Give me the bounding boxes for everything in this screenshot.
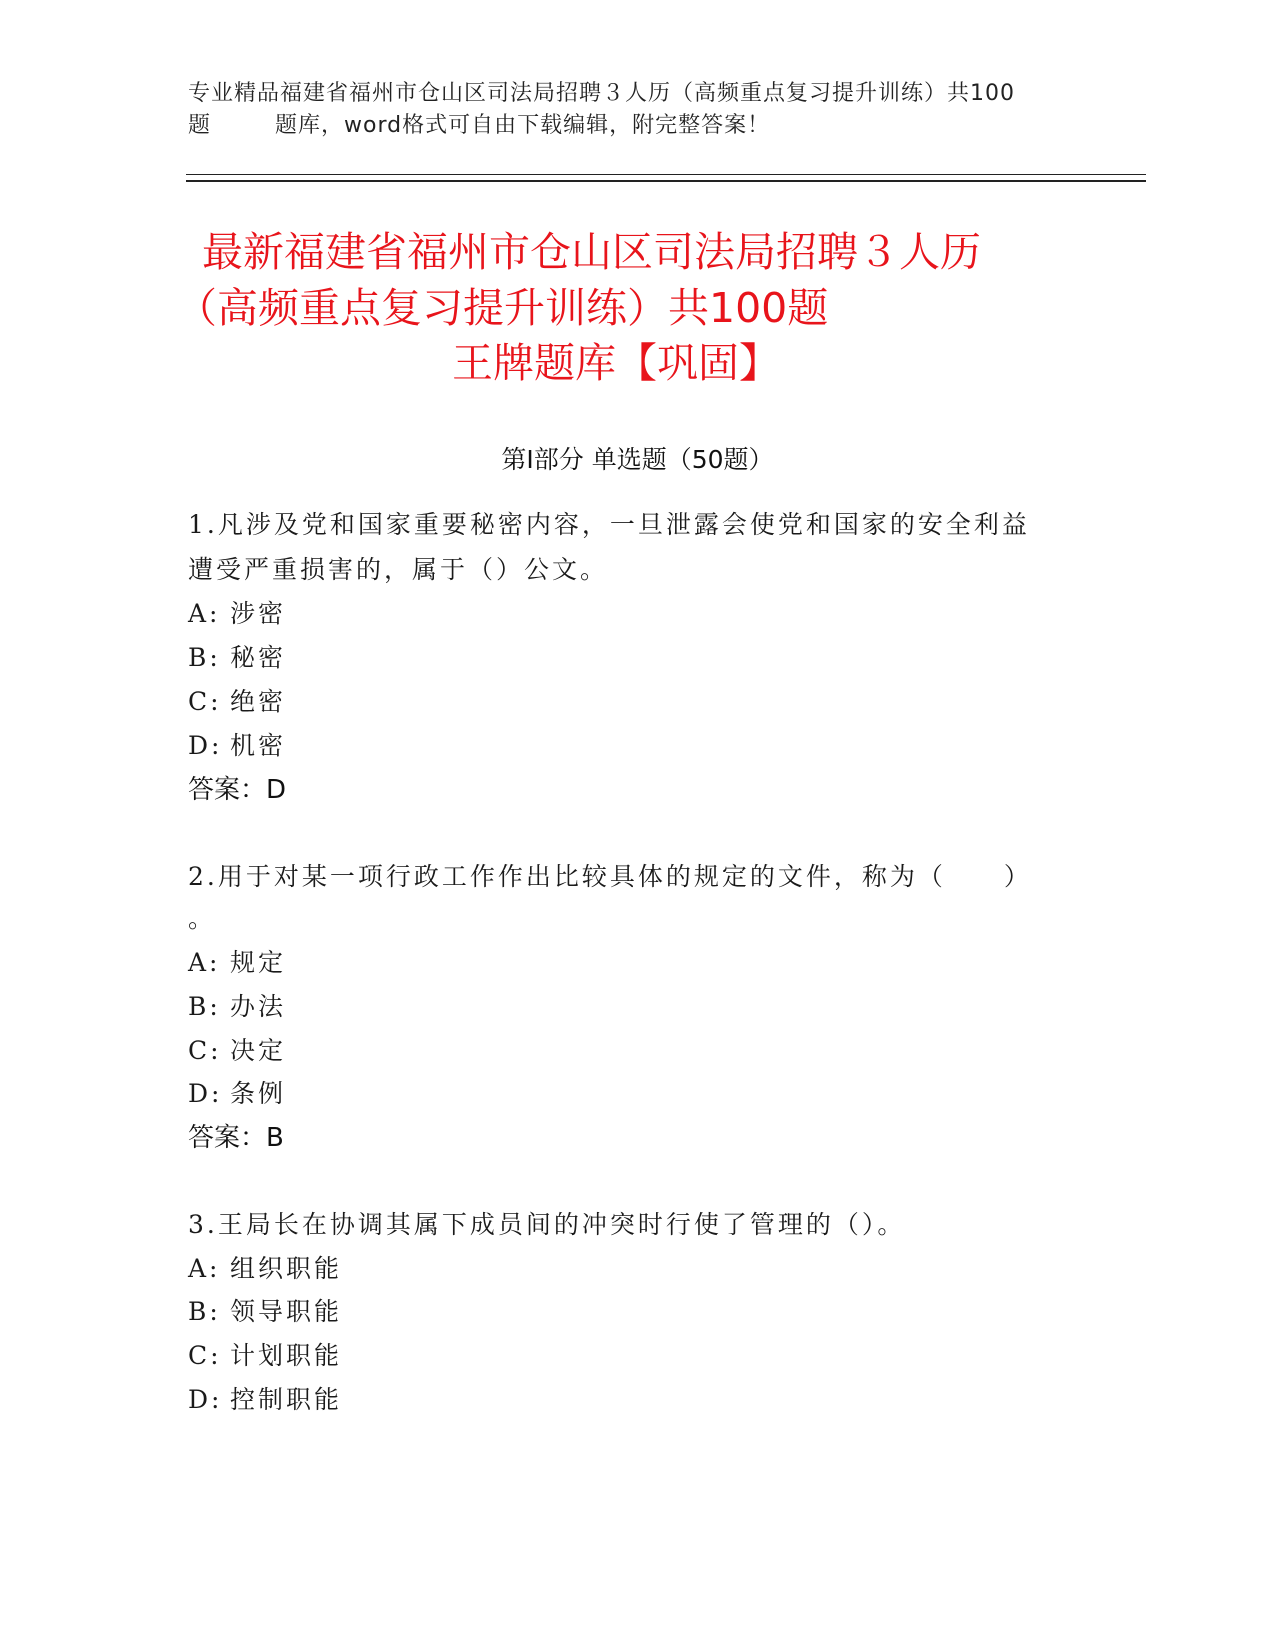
option-text: 绝密 (230, 687, 287, 716)
document-title-line-2: （高频重点复习提升训练）共100题 (176, 284, 829, 332)
question-2-stem-line-1 (188, 864, 1032, 889)
question-2-option-a (188, 950, 286, 975)
header-divider-thin (186, 174, 1146, 175)
question-2-stem-end: ） (1003, 862, 1032, 891)
option-label: A: (188, 1254, 221, 1283)
option-text: 秘密 (230, 643, 287, 672)
option-text: 规定 (230, 948, 287, 977)
option-label: D: (188, 1079, 223, 1108)
question-3-option-d (188, 1387, 342, 1412)
question-2-stem-start: 2.用于对某一项行政工作作出比较具体的规定的文件，称为（ (188, 862, 946, 891)
question-1-option-b (188, 645, 286, 670)
header-text-line-2 (188, 108, 1088, 139)
option-label: C: (188, 1341, 222, 1370)
question-1-option-a (188, 601, 286, 626)
option-label: A: (188, 948, 221, 977)
option-label: B: (188, 1297, 221, 1326)
question-2-option-c (188, 1038, 286, 1063)
header-text-line-2-end: 题库，word格式可自由下载编辑，附完整答案！ (275, 113, 771, 138)
option-label: C: (188, 687, 222, 716)
option-text: 计划职能 (230, 1341, 343, 1370)
question-3-option-c (188, 1343, 342, 1368)
question-3-option-a (188, 1256, 342, 1281)
question-1-answer: 答案：D (188, 775, 287, 805)
document-title-line-3: 王牌题库【巩固】 (452, 339, 780, 387)
question-2-stem-line-2: 。 (188, 904, 217, 933)
option-label: D: (188, 731, 223, 760)
option-label: A: (188, 599, 221, 628)
option-text: 决定 (230, 1036, 287, 1065)
section-heading: 第Ⅰ部分 单选题（50题） (501, 445, 774, 474)
option-text: 条例 (230, 1079, 287, 1108)
option-text: 机密 (230, 731, 287, 760)
option-text: 控制职能 (230, 1385, 343, 1414)
option-text: 组织职能 (230, 1254, 343, 1283)
question-2-option-b (188, 994, 286, 1019)
question-1-stem-line-2: 遭受严重损害的，属于（）公文。 (188, 555, 609, 584)
question-1-option-c (188, 689, 286, 714)
question-2-answer: 答案：B (188, 1123, 284, 1153)
option-label: D: (188, 1385, 223, 1414)
option-label: B: (188, 992, 221, 1021)
option-text: 涉密 (230, 599, 287, 628)
question-3-stem-line-1: 3.王局长在协调其属下成员间的冲突时行使了管理的（）。 (188, 1210, 906, 1239)
option-label: C: (188, 1036, 222, 1065)
question-1-stem-line-1: 1.凡涉及党和国家重要秘密内容，一旦泄露会使党和国家的安全利益 (188, 510, 1030, 539)
header-text-line-2-start: 题 (188, 113, 212, 138)
option-text: 领导职能 (230, 1297, 343, 1326)
option-text: 办法 (230, 992, 287, 1021)
document-title-line-1: 最新福建省福州市仓山区司法局招聘３人历 (202, 228, 981, 276)
question-2-option-d (188, 1081, 286, 1106)
question-3-option-b (188, 1299, 342, 1324)
header-text-line-1: 专业精品福建省福州市仓山区司法局招聘３人历（高频重点复习提升训练）共100 (188, 81, 1015, 106)
option-label: B: (188, 643, 221, 672)
question-1-option-d (188, 733, 286, 758)
header-divider-thick (186, 180, 1146, 182)
